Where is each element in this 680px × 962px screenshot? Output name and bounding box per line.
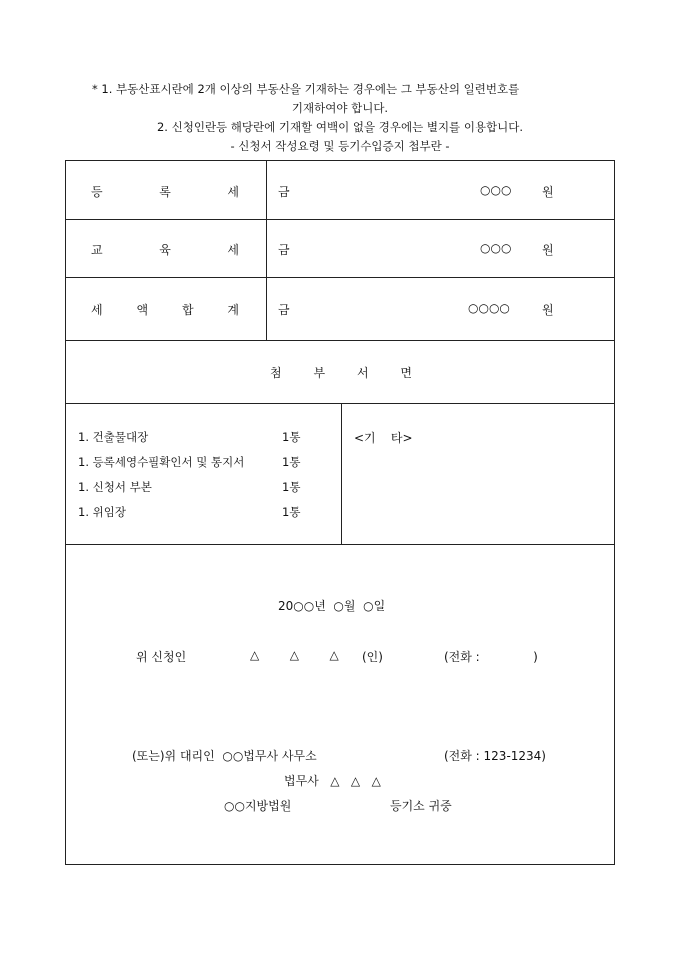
tax-total-amount: ○○○○ [468, 301, 510, 315]
fee-and-attachment-form: 등 록 세 금 ○○○ 원 교 육 세 금 ○○○ 원 세 액 합 계 금 ○○○○ 원 첨 부 서 면 1. 건출물대장 1통 1. 등록세영수필확인서 및 통지서 1통 1. 신청서 부본 1통 1. 위임장 1통 <기 타> 20○○년 ○월 ○일 위 신청인 △ △ △ (인) (전화 : ) (또는)위 대리인 ○○법무사 사무소 (전화 : 123-1234) 법무사 △ △ △ ○○지방법원 등기소 귀중 [65, 160, 615, 865]
applicant-name: △ △ △ [250, 648, 339, 662]
applicant-seal: (인) [362, 650, 383, 664]
court-name: ○○지방법원 [224, 799, 292, 813]
education-tax-prefix: 금 [278, 243, 290, 257]
tax-total-prefix: 금 [278, 303, 290, 317]
education-tax-amount: ○○○ [480, 241, 512, 255]
row-divider [66, 544, 614, 545]
agent-phone: (전화 : 123-1234) [444, 749, 546, 763]
applicant-label: 위 신청인 [136, 650, 187, 664]
registration-tax-amount: ○○○ [480, 183, 512, 197]
row-divider [66, 340, 614, 341]
tax-total-label: 세 액 합 계 [91, 303, 239, 317]
education-tax-label: 교 육 세 [91, 243, 239, 257]
registry-office: 등기소 귀중 [390, 799, 452, 813]
applicant-phone: (전화 : ) [444, 650, 538, 664]
label-column-divider [266, 161, 267, 340]
row-divider [66, 403, 614, 404]
row-divider [66, 219, 614, 220]
note-line-1: * 1. 부동산표시란에 2개 이상의 부동산을 기재하는 경우에는 그 부동산의 일련번호를 [92, 82, 520, 96]
registration-tax-unit: 원 [542, 185, 554, 199]
note-line-3: - 신청서 작성요령 및 등기수입증지 첩부란 - [230, 139, 450, 153]
row-divider [66, 277, 614, 278]
note-line-1b: 기재하여야 합니다. [291, 101, 389, 115]
tax-total-unit: 원 [542, 303, 554, 317]
agent-title: 법무사 △ △ △ [284, 774, 381, 788]
attachments-title: 첨 부 서 면 [270, 366, 412, 380]
agent-label: (또는)위 대리인 ○○법무사 사무소 [132, 749, 317, 763]
other-attachments-label: <기 타> [354, 431, 413, 445]
education-tax-unit: 원 [542, 243, 554, 257]
registration-tax-label: 등 록 세 [91, 185, 239, 199]
application-date: 20○○년 ○월 ○일 [278, 599, 386, 613]
registration-tax-prefix: 금 [278, 185, 290, 199]
attachment-column-divider [341, 403, 342, 544]
note-line-2: 2. 신청인란등 해당란에 기재할 여백이 없을 경우에는 별지를 이용합니다. [156, 120, 524, 134]
